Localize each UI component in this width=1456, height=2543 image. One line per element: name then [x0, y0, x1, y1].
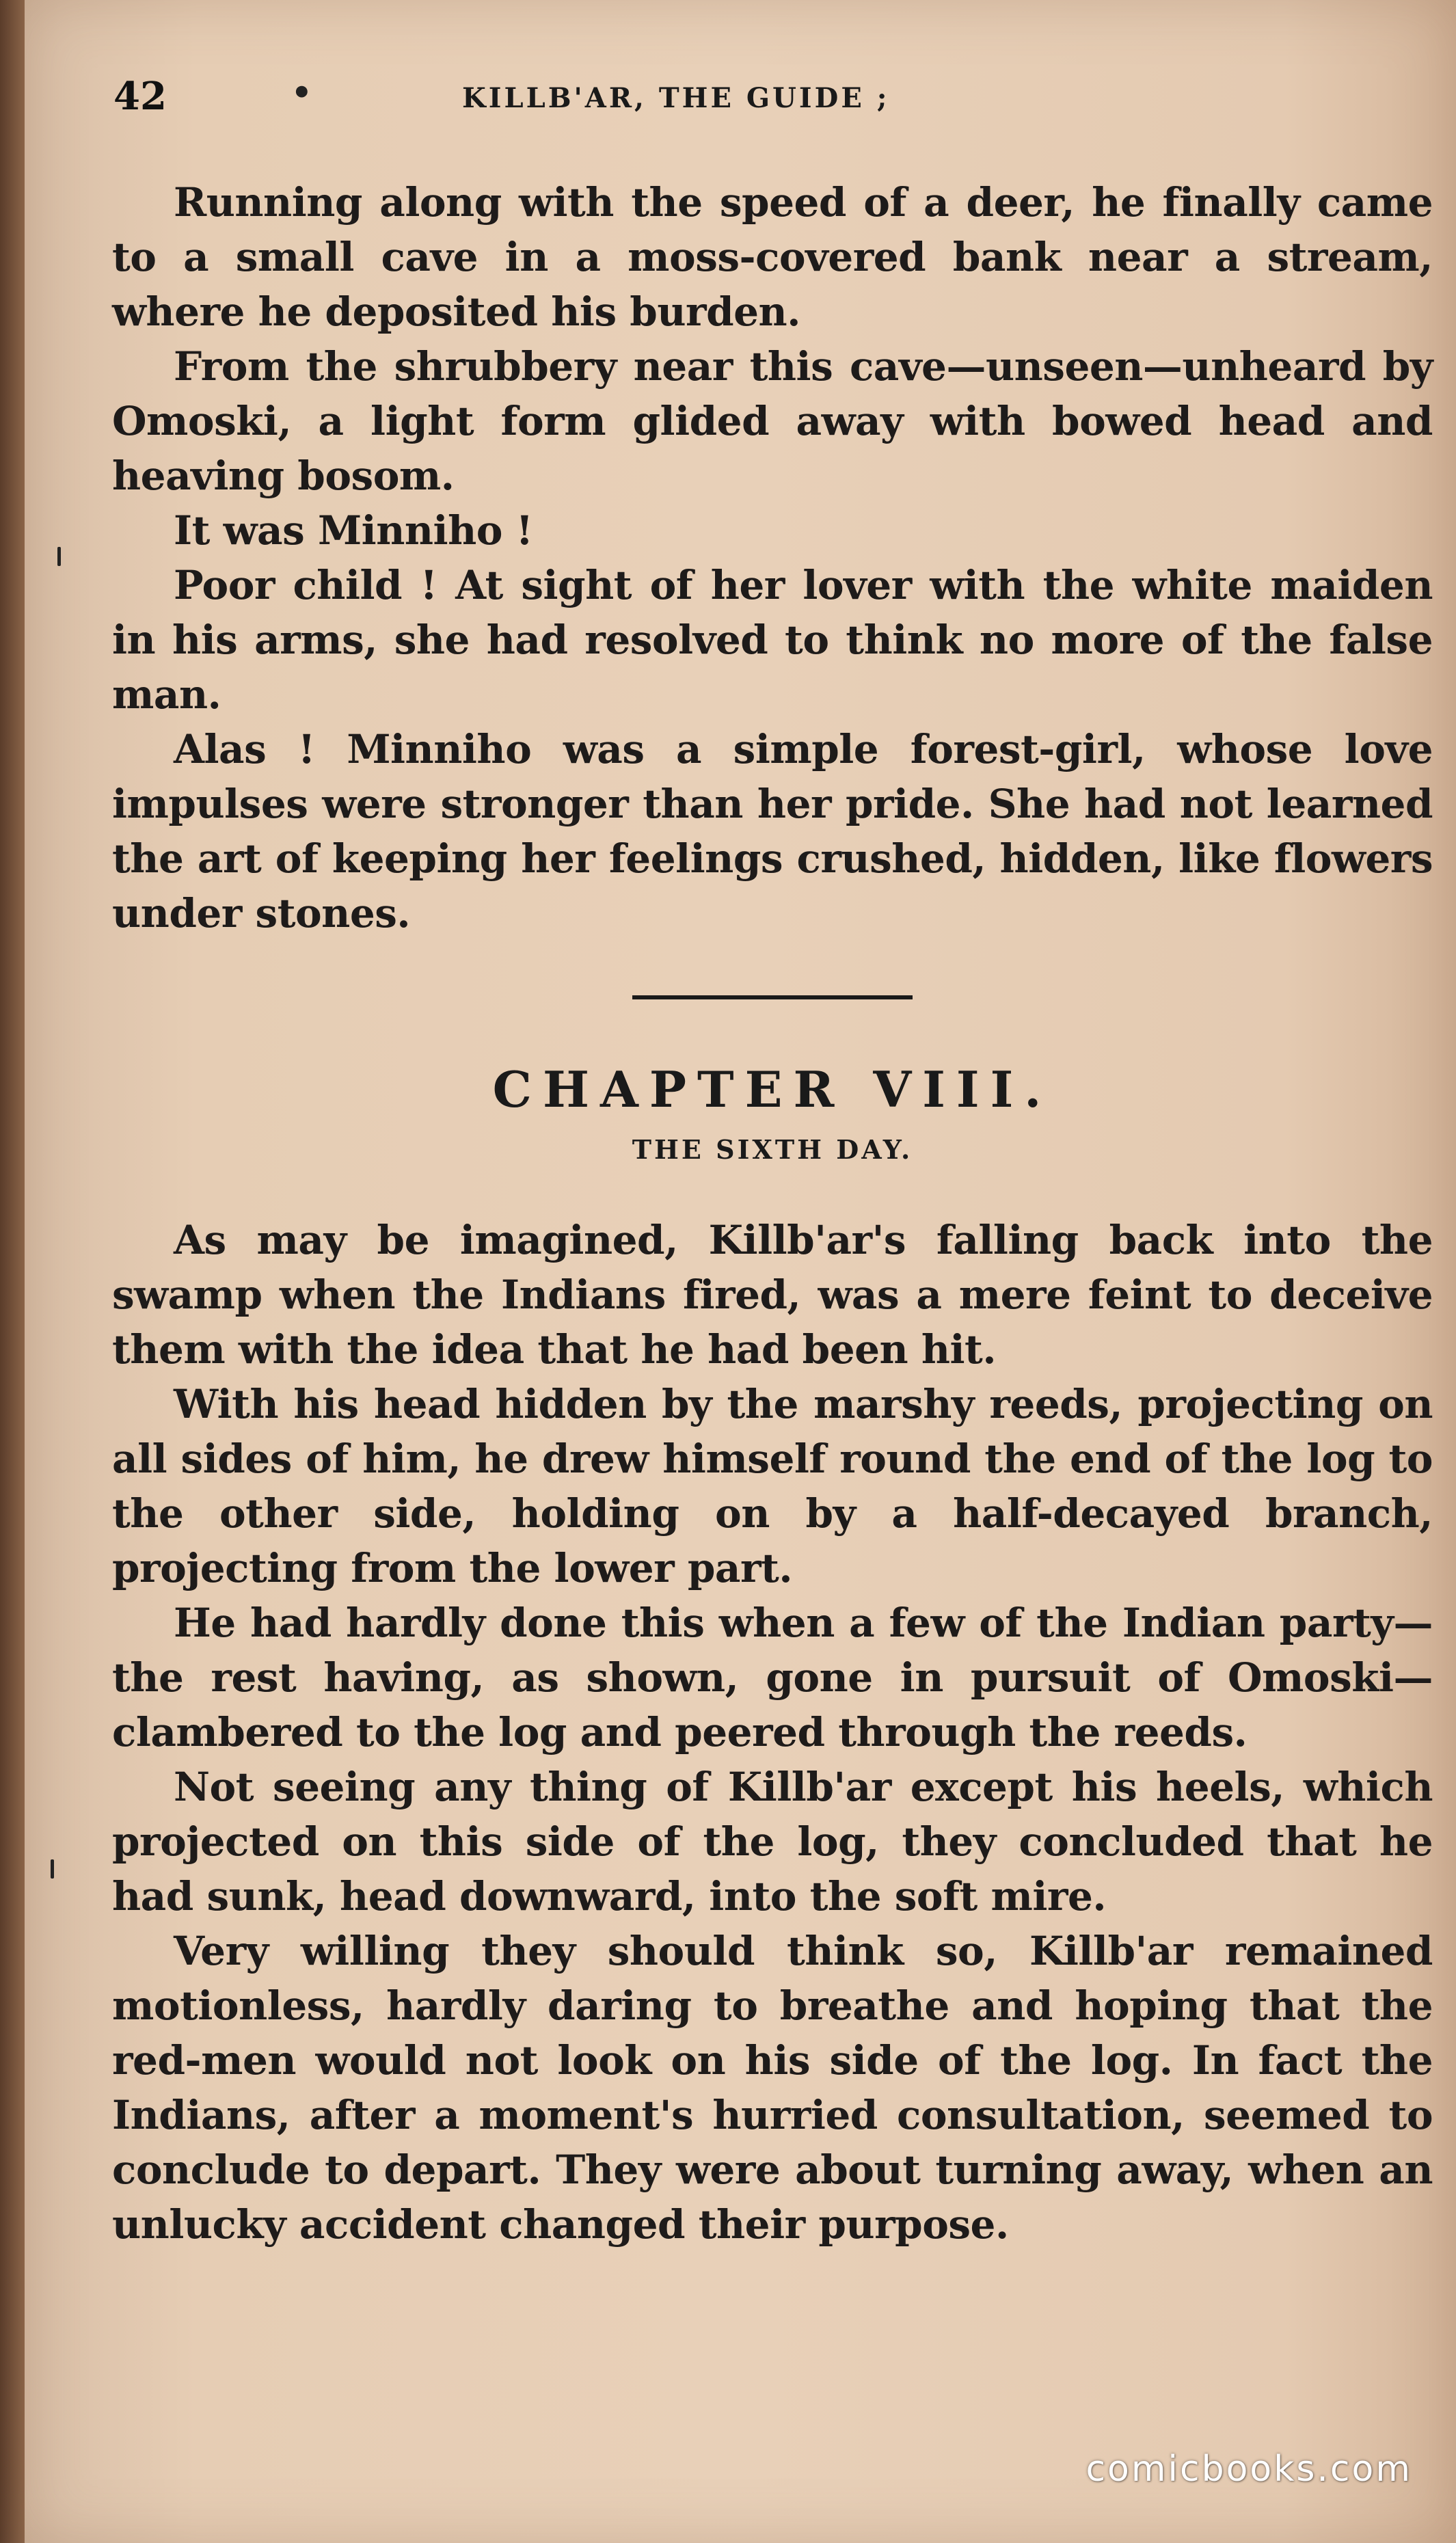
page-binding-edge [0, 0, 25, 2543]
paragraph: Alas ! Minniho was a simple forest-girl, whose love impulses were stronger than her pride. She had not learned the art of keeping her feelings crushed, hidden, like flowers under stones. [112, 726, 1433, 937]
site-watermark: comicbooks.com [1086, 2449, 1412, 2490]
paragraph: Not seeing any thing of Killb'ar except his heels, which projected on this side of the log, they concluded that he had sunk, head downward, into the soft mire. [112, 1764, 1433, 1920]
header-ornament: • [291, 74, 312, 112]
paragraph: From the shrubbery near this cave—unseen—unheard by Omoski, a light form glided away with bowed head and heaving bosom. [112, 343, 1433, 499]
running-head: KILLB'AR, THE GUIDE ; [462, 82, 890, 114]
paragraph: He had hardly done this when a few of the Indian party—the rest having, as shown, gone in pursuit of Omoski—clambered to the log and peered through the reeds. [112, 1600, 1433, 1755]
paragraph: As may be imagined, Killb'ar's falling back into the swamp when the Indians fired, was a mere feint to deceive them with the idea that he had been hit. [112, 1217, 1433, 1373]
paragraph: Running along with the speed of a deer, he finally came to a small cave in a moss-covered bank near a stream, where he deposited his burden. [112, 179, 1433, 335]
chapter-title: CHAPTER VIII. [492, 1060, 1053, 1118]
margin-mark [51, 1859, 54, 1879]
paragraph: With his head hidden by the marshy reeds, projecting on all sides of him, he drew himself round the end of the log to the other side, holding on by a half-decayed branch, projecting from the lower part. [112, 1381, 1433, 1591]
section-divider [632, 995, 913, 999]
book-page [25, 0, 1456, 2543]
page-number: 42 [113, 74, 167, 119]
chapter-subtitle: THE SIXTH DAY. [632, 1134, 913, 1165]
paragraph: Poor child ! At sight of her lover with the white maiden in his arms, she had resolved to think no more of the false man. [112, 562, 1433, 718]
paragraph: Very willing they should think so, Killb'ar remained motionless, hardly daring to breathe and hoping that the red-men would not look on his side of the log. In fact the Indians, after a moment's hurried consultation, seemed to conclude to depart. They were about turning away, when an unlucky accident changed their purpose. [112, 1928, 1433, 2248]
paragraph: It was Minniho ! [174, 507, 533, 554]
page-body [112, 175, 1433, 2252]
margin-mark [57, 547, 61, 566]
page-header [93, 74, 1433, 129]
